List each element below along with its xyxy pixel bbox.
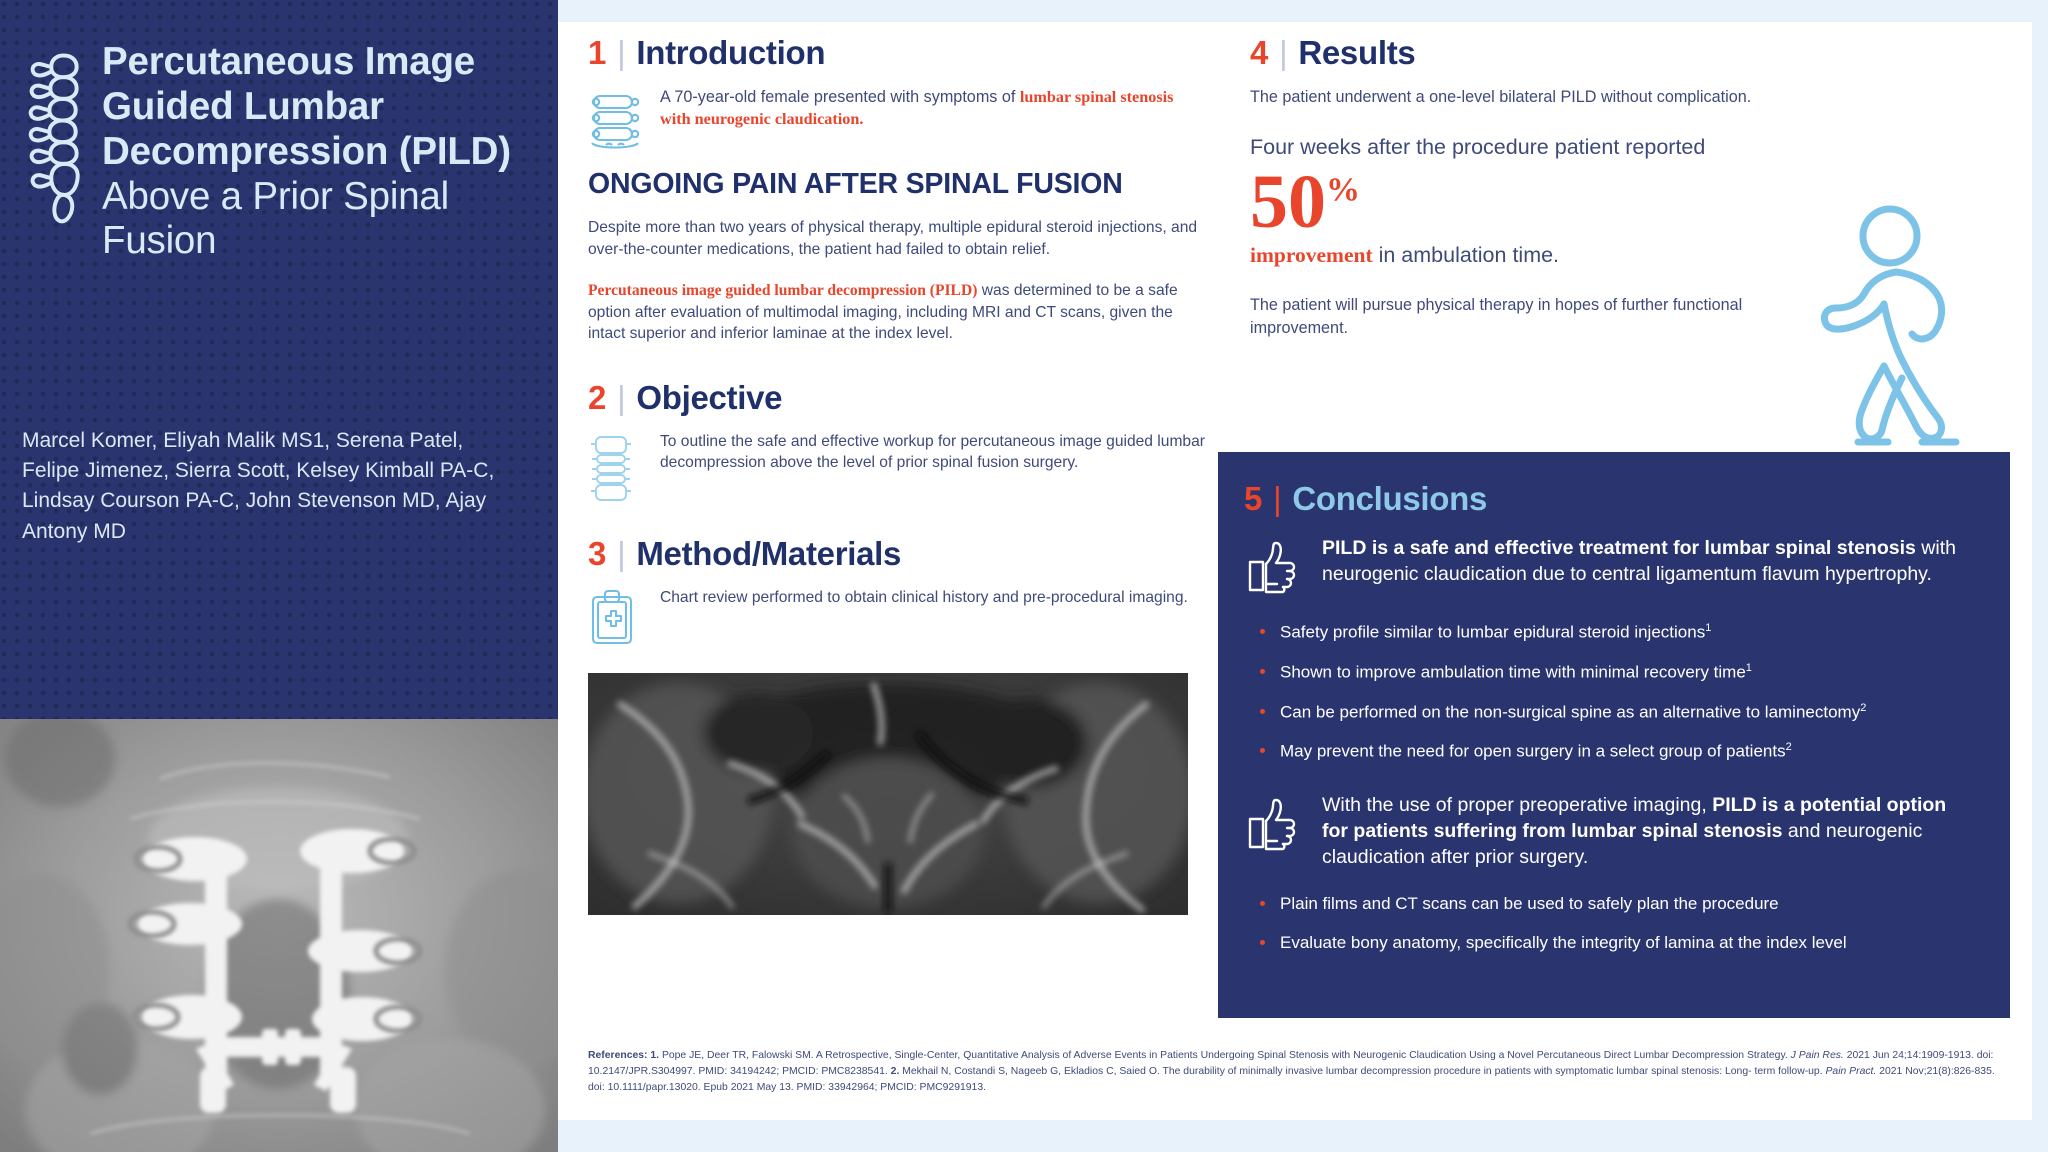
- right-column: [1250, 34, 2006, 339]
- intro-lead-row: [588, 86, 1208, 150]
- page-title-bold: Percutaneous Image Guided Lumbar Decompression (PILD): [102, 40, 511, 173]
- bottom-band: [558, 1120, 2048, 1152]
- reference-2-number: 2.: [890, 1065, 900, 1077]
- section-number: 3: [588, 534, 607, 572]
- percent-number: 50: [1250, 160, 1326, 245]
- conclusion-lead-1-text: [1322, 536, 1976, 588]
- page-title: [102, 40, 524, 264]
- conclusion-bullets-2: [1258, 893, 1976, 954]
- section-header-results: [1250, 34, 2006, 72]
- section-header-objective: [588, 379, 1208, 417]
- list-item: [1258, 893, 1976, 915]
- list-item: [1258, 740, 1976, 763]
- right-band: [2032, 0, 2048, 1152]
- intro-lead-text: [660, 86, 1208, 131]
- clipboard-medical-icon: [588, 587, 660, 647]
- bullet-text: Evaluate bony anatomy, specifically the integrity of lamina at the index level: [1280, 932, 1847, 952]
- middle-column: [588, 34, 1208, 915]
- conclusion-bullets-1: [1258, 621, 1976, 763]
- bullet-text: Can be performed on the non-surgical spine as an alternative to laminectomy: [1280, 702, 1861, 722]
- improvement-rest: in ambulation time.: [1372, 243, 1560, 268]
- section-number: 4: [1250, 34, 1269, 71]
- reference-1-part-b: 2021 Jun 24;14:1909-1913. doi: 10.2147/JPR.S304997. PMID: 34194242; PMCID: PMC8238541.: [588, 1050, 1994, 1077]
- intro-lead-red: lumbar spinal stenosis with neurogenic claudication.: [660, 88, 1174, 129]
- section-divider: |: [617, 378, 626, 416]
- intro-paragraph-2: [588, 280, 1208, 345]
- method-row: [588, 587, 1208, 647]
- section-number: 1: [588, 34, 607, 71]
- results-paragraph-2: The patient will pursue physical therapy in hopes of further functional improvement.: [1250, 296, 1743, 337]
- conclusion-lead-2: [1244, 793, 1976, 871]
- section-header-introduction: [588, 34, 1208, 72]
- intro-para2-red: Percutaneous image guided lumbar decompression (PILD): [588, 282, 978, 300]
- thumbs-up-icon: [1244, 536, 1322, 599]
- conclusion-lead-1-bold: PILD is a safe and effective treatment for lumbar spinal stenosis: [1322, 537, 1916, 559]
- section-title: Results: [1298, 34, 1416, 71]
- intro-paragraph-1: Despite more than two years of physical therapy, multiple epidural steroid injections, and over-the-counter medications, the patient had failed to obtain relief.: [588, 219, 1198, 258]
- list-item: [1258, 621, 1976, 644]
- results-paragraph-1: The patient underwent a one-level bilateral PILD without complication.: [1250, 88, 1752, 106]
- percent-symbol: %: [1326, 171, 1360, 209]
- method-text: Chart review performed to obtain clinical history and pre-procedural imaging.: [660, 588, 1188, 606]
- bullet-text: Shown to improve ambulation time with minimal recovery time: [1280, 662, 1746, 682]
- mri-image: [588, 673, 1188, 915]
- bullet-superscript: 1: [1705, 622, 1712, 634]
- section-divider: |: [617, 34, 626, 71]
- spine-outline-icon: [22, 48, 88, 232]
- section-number: 2: [588, 378, 607, 416]
- xray-image: [0, 719, 558, 1152]
- top-band: [558, 0, 2048, 22]
- section-title: Conclusions: [1292, 480, 1488, 517]
- reference-2-journal: Pain Pract.: [1825, 1065, 1877, 1077]
- objective-text: To outline the safe and effective workup for percutaneous image guided lumbar decompression above the level of prior spinal fusion surgery.: [660, 432, 1205, 472]
- intro-subheading: ONGOING PAIN AFTER SPINAL FUSION: [588, 168, 1123, 200]
- results-body: [1250, 86, 2006, 339]
- results-improvement-line: [1250, 243, 1820, 268]
- references-label: References:: [588, 1050, 648, 1061]
- title-panel: [0, 0, 558, 1152]
- bullet-text: Plain films and CT scans can be used to safely plan the procedure: [1280, 893, 1779, 913]
- page-title-light: Above a Prior Spinal Fusion: [102, 174, 449, 263]
- intro-para2-rest: was determined to be a safe option after evaluation of multimodal imaging, including MRI and CT scans, given the intact superior and inferior laminae at the index level.: [588, 282, 1178, 343]
- bullet-superscript: 1: [1745, 661, 1752, 674]
- section-header-conclusions: [1244, 480, 1976, 518]
- conclusions-panel: [1218, 452, 2010, 1018]
- bullet-superscript: 2: [1860, 701, 1867, 714]
- conclusion-lead-2-bold: PILD is a potential option for patients suffering from lumbar spinal stenosis: [1322, 794, 1947, 842]
- list-item: [1258, 932, 1976, 954]
- bullet-text: Safety profile similar to lumbar epidural steroid injections: [1280, 622, 1706, 642]
- list-item: [1258, 701, 1976, 724]
- list-item: [1258, 661, 1976, 684]
- reference-1-journal: J Pain Res.: [1790, 1050, 1844, 1061]
- walking-person-icon: [1818, 204, 1998, 454]
- thumbs-up-icon: [1244, 793, 1322, 856]
- results-percent-value: [1250, 160, 1820, 245]
- bullet-superscript: 2: [1785, 741, 1792, 754]
- conclusion-lead-1-rest: with neurogenic claudication due to central ligamentum flavum hypertrophy.: [1322, 537, 1956, 585]
- reference-2-part-a: Mekhail N, Costandi S, Nageeb G, Ekladios C, Saied O. The durability of minimally invasive lumbar decompression procedure in patients with symptomatic lumbar spinal stenosis: Long- term follow-up.: [899, 1065, 1826, 1077]
- intro-lead-plain: A 70-year-old female presented with symptoms of: [660, 88, 1020, 106]
- section-header-method: [588, 535, 1208, 573]
- section-number: 5: [1244, 480, 1263, 517]
- reference-1-number: 1.: [650, 1050, 660, 1061]
- spine-column-icon: [588, 431, 660, 501]
- conclusion-lead-2-pre: With the use of proper preoperative imaging,: [1322, 794, 1713, 816]
- section-title: Introduction: [636, 34, 826, 71]
- reference-2-part-b: 2021 Nov;21(8):826-835. doi: 10.1111/papr.13020. Epub 2021 May 13. PMID: 33942964; PMCID: PMC9291913.: [588, 1065, 1995, 1093]
- conclusion-lead-2-text: [1322, 793, 1976, 871]
- title-block: [0, 0, 558, 264]
- section-divider: |: [1279, 34, 1288, 71]
- conclusion-lead-1: [1244, 536, 1976, 599]
- section-divider: |: [1273, 480, 1282, 517]
- section-title: Objective: [636, 378, 783, 416]
- reference-1-part-a: Pope JE, Deer TR, Falowski SM. A Retrospective, Single-Center, Quantitative Analysis of Adverse Events in Patients Undergoing Spinal Stenosis with Neurogenic Claudication Using a Novel Percutaneous Direct Lumbar Decompression Strategy.: [659, 1050, 1791, 1061]
- results-percent-lead: Four weeks after the procedure patient reported: [1250, 135, 1706, 160]
- vertebrae-stack-icon: [588, 86, 660, 150]
- objective-row: [588, 431, 1208, 501]
- bullet-text: May prevent the need for open surgery in a select group of patients: [1280, 741, 1786, 761]
- section-divider: |: [617, 534, 626, 572]
- references-block: [588, 1048, 2003, 1095]
- conclusion-lead-2-rest: and neurogenic claudication after prior surgery.: [1322, 819, 1923, 868]
- section-title: Method/Materials: [636, 534, 902, 572]
- author-list: Marcel Komer, Eliyah Malik MS1, Serena Patel, Felipe Jimenez, Sierra Scott, Kelsey Kimball PA-C, Lindsay Courson PA-C, John Stevenson MD, Ajay Antony MD: [22, 429, 495, 543]
- improvement-red: improvement: [1250, 243, 1373, 268]
